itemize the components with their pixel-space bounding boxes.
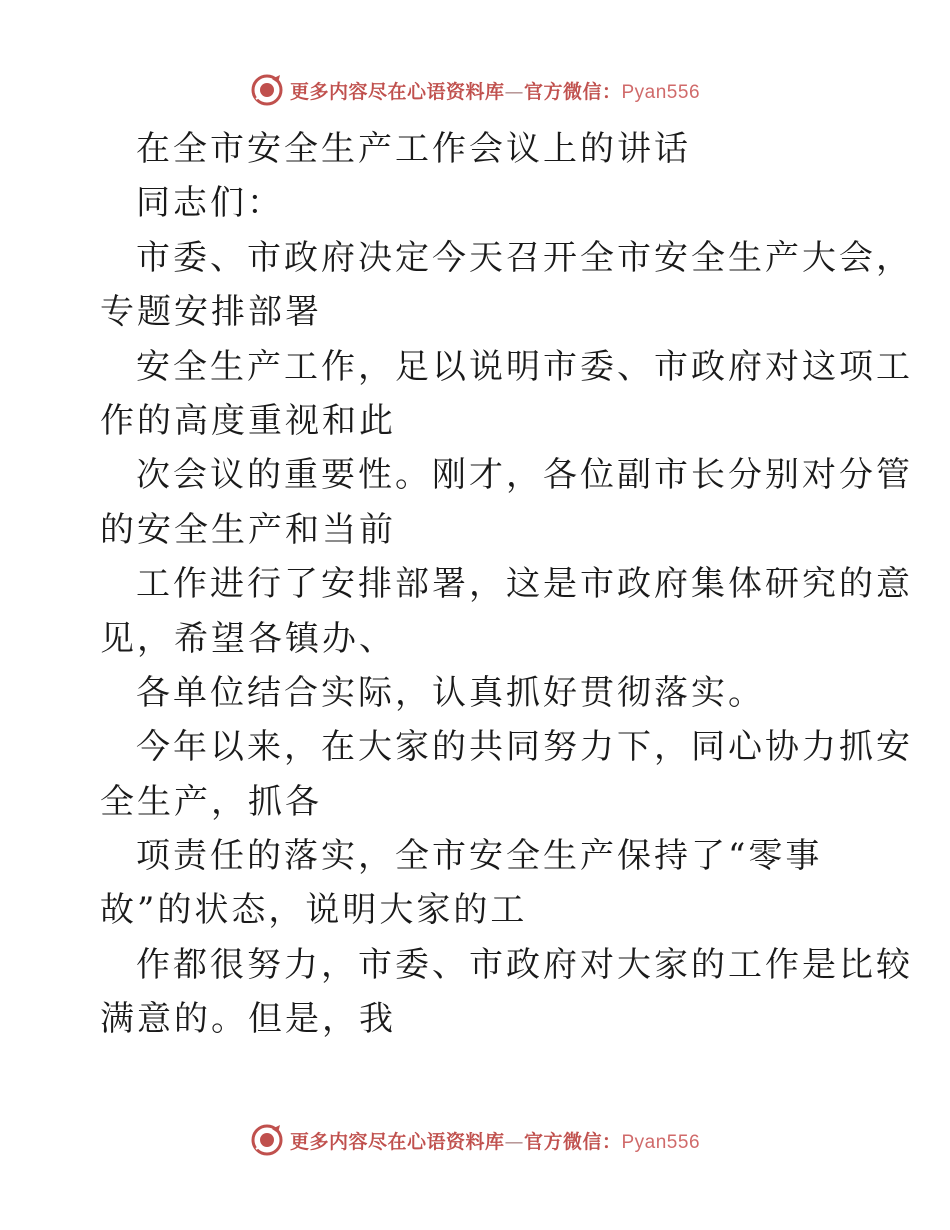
text-line: 次会议的重要性。刚才，各位副市长分别对分管	[136, 455, 913, 496]
watermark-text	[290, 77, 700, 104]
text-line: 市委、市政府决定今天召开全市安全生产大会，	[136, 237, 913, 278]
watermark-label: 官方微信：	[523, 80, 622, 103]
text-line: 作的高度重视和此	[100, 400, 396, 441]
watermark-main: 更多内容尽在心语资料库	[289, 1130, 505, 1153]
watermark-separator: —	[504, 80, 524, 103]
watermark-wechat-id: Pyan556	[621, 81, 701, 103]
watermark-text	[290, 1127, 700, 1154]
watermark-label: 官方微信：	[523, 1130, 622, 1153]
watermark-separator: —	[504, 1130, 524, 1153]
text-line: 同志们：	[136, 183, 284, 224]
text-line: 安全生产工作，足以说明市委、市政府对这项工	[136, 346, 913, 387]
pen-logo-icon	[250, 1123, 284, 1157]
text-line: 的安全生产和当前	[100, 509, 396, 550]
text-line: 作都很努力，市委、市政府对大家的工作是比较	[136, 944, 913, 985]
text-line: 满意的。但是，我	[100, 999, 396, 1040]
header-watermark	[0, 70, 950, 110]
text-line: 全生产，抓各	[100, 781, 322, 822]
text-line: 今年以来，在大家的共同努力下，同心协力抓安	[136, 727, 913, 768]
text-line: 项责任的落实，全市安全生产保持了“零事	[136, 836, 823, 877]
text-line: 工作进行了安排部署，这是市政府集体研究的意	[136, 564, 913, 605]
watermark-wechat-id: Pyan556	[621, 1131, 701, 1153]
watermark-main: 更多内容尽在心语资料库	[289, 80, 505, 103]
footer-watermark	[0, 1120, 950, 1160]
text-line: 故”的状态，说明大家的工	[100, 890, 528, 931]
text-line: 见，希望各镇办、	[100, 618, 396, 659]
text-line: 专题安排部署	[100, 292, 322, 333]
text-line: 在全市安全生产工作会议上的讲话	[136, 129, 691, 169]
document-body	[100, 122, 913, 1047]
text-line: 各单位结合实际，认真抓好贯彻落实。	[136, 672, 765, 713]
pen-logo-icon	[250, 73, 284, 107]
